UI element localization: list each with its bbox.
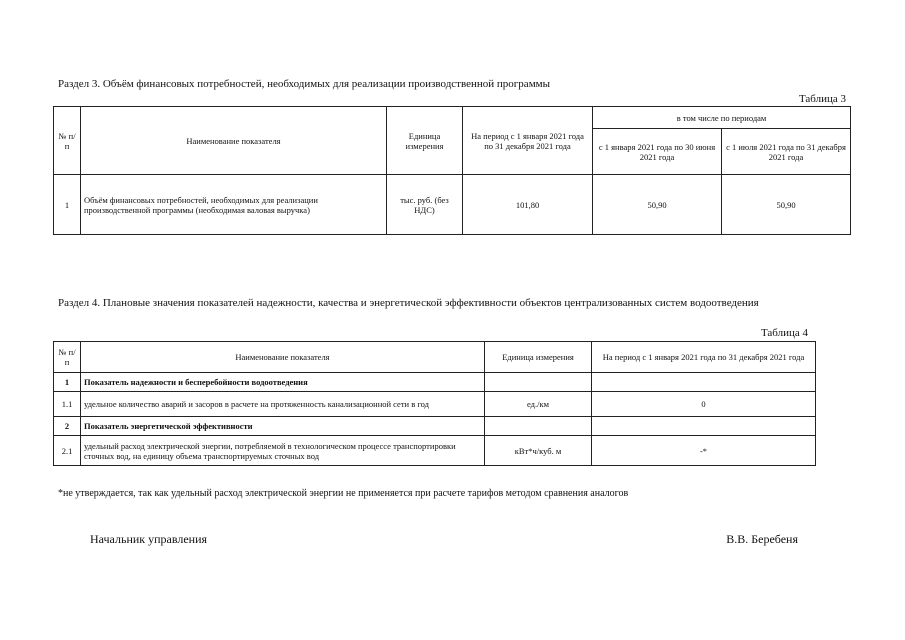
t4-row-name: Показатель надежности и бесперебойности водоотведения: [81, 373, 485, 392]
t4-row-name: Показатель энергетической эффективности: [81, 417, 485, 436]
t4-header-name: Наименование показателя: [81, 342, 485, 373]
table3: [53, 106, 851, 235]
t4-header-num: № п/п: [54, 342, 81, 373]
section3-title: Раздел 3. Объём финансовых потребностей, необходимых для реализации производственной программы: [58, 78, 551, 90]
t3-header-p1: с 1 января 2021 года по 30 июня 2021 года: [593, 129, 722, 175]
t4-row-value: 0: [592, 392, 816, 417]
t4-row-unit: кВт*ч/куб. м: [485, 436, 592, 466]
table4-caption: Таблица 4: [760, 327, 808, 339]
t4-row-unit: [485, 417, 592, 436]
table-row: [54, 392, 816, 417]
t4-row-unit: [485, 373, 592, 392]
table-row: [54, 436, 816, 466]
section4-title: Раздел 4. Плановые значения показателей надежности, качества и энергетической эффективности объектов централизованных систем водоотведения: [58, 297, 759, 309]
t3-row-p1: 50,90: [593, 175, 722, 235]
t4-row-num: 1: [54, 373, 81, 392]
footnote: *не утверждается, так как удельный расход электрической энергии не применяется при расчете тарифов методом сравнения аналогов: [58, 488, 629, 499]
t4-row-name: удельный расход электрической энергии, потребляемой в технологическом процессе транспортировки сточных вод, на единицу объема транспортируемых сточных вод: [81, 436, 485, 466]
t4-row-value: [592, 373, 816, 392]
t3-header-incl: в том числе по периодам: [593, 107, 851, 129]
table-row: [54, 417, 816, 436]
t4-row-value: [592, 417, 816, 436]
t3-header-p2: с 1 июля 2021 года по 31 декабря 2021 года: [722, 129, 851, 175]
t4-header-period: На период с 1 января 2021 года по 31 декабря 2021 года: [592, 342, 816, 373]
t4-row-num: 2.1: [54, 436, 81, 466]
signature-name: В.В. Беребеня: [726, 532, 798, 546]
table-row: [54, 175, 851, 235]
t3-row-name: Объём финансовых потребностей, необходимых для реализации производственной программы (необходимая валовая выручка): [81, 175, 387, 235]
t3-header-unit: Единица измерения: [387, 107, 463, 175]
table4: [53, 341, 816, 466]
t3-row-unit: тыс. руб. (без НДС): [387, 175, 463, 235]
table3-caption: Таблица 3: [798, 93, 846, 105]
t4-row-num: 2: [54, 417, 81, 436]
t3-header-period: На период с 1 января 2021 года по 31 декабря 2021 года: [463, 107, 593, 175]
t4-header-unit: Единица измерения: [485, 342, 592, 373]
t4-row-unit: ед./км: [485, 392, 592, 417]
t4-row-num: 1.1: [54, 392, 81, 417]
t3-header-name: Наименование показателя: [81, 107, 387, 175]
t3-header-num: № п/п: [54, 107, 81, 175]
t3-row-p2: 50,90: [722, 175, 851, 235]
t3-row-num: 1: [54, 175, 81, 235]
t3-row-total: 101,80: [463, 175, 593, 235]
t4-row-name: удельное количество аварий и засоров в расчете на протяженность канализационной сети в год: [81, 392, 485, 417]
t4-row-value: -*: [592, 436, 816, 466]
table-row: [54, 373, 816, 392]
signature-position: Начальник управления: [90, 532, 208, 546]
